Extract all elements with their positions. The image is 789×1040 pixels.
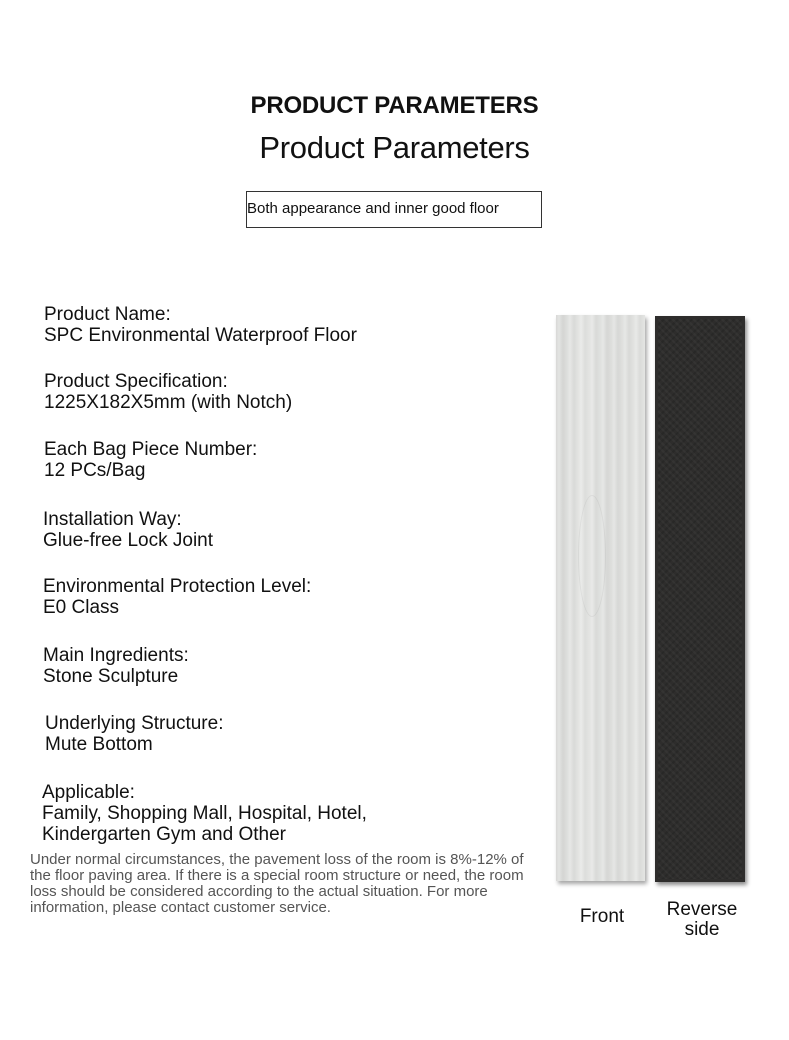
param-value: SPC Environmental Waterproof Floor (44, 325, 357, 346)
param-product-specification (44, 371, 292, 413)
param-value: Family, Shopping Mall, Hospital, Hotel, (42, 803, 367, 824)
param-installation-way (43, 509, 213, 551)
param-environmental-protection (43, 576, 311, 618)
param-underlying-structure (45, 713, 223, 755)
subtitle-text: Both appearance and inner good floor (247, 200, 499, 217)
param-label: Main Ingredients: (43, 645, 189, 666)
param-value: Stone Sculpture (43, 666, 179, 687)
page-heading-upper: PRODUCT PARAMETERS (250, 92, 539, 119)
param-label: Product Name: (44, 304, 171, 325)
subtitle-box (246, 191, 542, 228)
param-label: Applicable: (42, 782, 135, 803)
param-value: E0 Class (43, 597, 120, 618)
param-product-name (44, 304, 357, 346)
param-value-continued: Kindergarten Gym and Other (42, 824, 286, 845)
floor-front-image (556, 315, 645, 881)
floor-reverse-image (655, 316, 745, 882)
reverse-caption-line2: side (684, 919, 720, 940)
param-label: Product Specification: (44, 371, 228, 392)
reverse-caption-line1: Reverse (666, 899, 738, 920)
param-label: Underlying Structure: (45, 713, 224, 734)
param-main-ingredients (43, 645, 189, 687)
param-value: 12 PCs/Bag (44, 460, 146, 481)
param-label: Installation Way: (43, 509, 182, 530)
param-bag-piece-number (44, 439, 257, 481)
param-label: Each Bag Piece Number: (44, 439, 258, 460)
param-label: Environmental Protection Level: (43, 576, 312, 597)
page-title: Product Parameters (259, 130, 530, 165)
param-value: Glue-free Lock Joint (43, 530, 214, 551)
param-value: Mute Bottom (45, 734, 153, 755)
param-applicable (42, 782, 367, 845)
front-caption: Front (579, 906, 625, 927)
wood-knot (578, 495, 606, 617)
backing-texture (658, 319, 742, 879)
loss-note: Under normal circumstances, the pavement loss of the room is 8%-12% of the floor paving area. If there is a special room structure or need, the room loss should be considered according to the actual situation. For more information, please contact customer service. (30, 851, 524, 916)
param-value: 1225X182X5mm (with Notch) (44, 392, 293, 413)
